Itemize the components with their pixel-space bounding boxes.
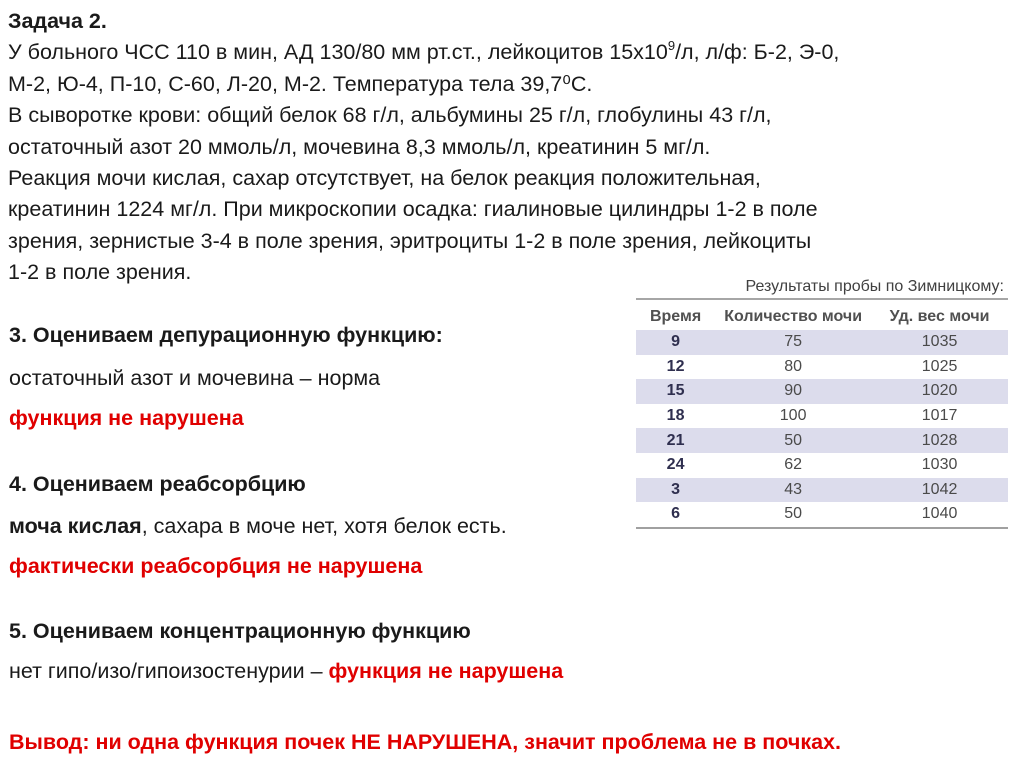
- cell-time: 18: [636, 404, 715, 429]
- section-3-heading: 3. Оцениваем депурационную функцию:: [9, 323, 443, 347]
- problem-line-7: зрения, зернистые 3-4 в поле зрения, эритроциты 1-2 в поле зрения, лейкоциты: [8, 228, 812, 253]
- cell-gravity: 1030: [871, 453, 1008, 478]
- table-row: [636, 404, 1008, 429]
- table-row: [636, 330, 1008, 355]
- problem-line-1-a: У больного ЧСС 110 в мин, АД 130/80 мм рт.ст., лейкоцитов 15х10: [8, 40, 668, 65]
- section-5-text: [9, 659, 563, 684]
- table-row: [636, 355, 1008, 380]
- cell-volume: 80: [715, 355, 871, 380]
- cell-gravity: 1040: [871, 502, 1008, 528]
- table-row: [636, 379, 1008, 404]
- section-3-text: остаточный азот и мочевина – норма: [9, 366, 381, 390]
- section-4-text-rest: , сахара в моче нет, хотя белок есть.: [141, 514, 507, 538]
- cell-volume: 50: [715, 502, 871, 528]
- problem-title: Задача 2.: [8, 9, 107, 33]
- cell-volume: 75: [715, 330, 871, 355]
- problem-line-1: [8, 37, 1008, 68]
- table-header-row: [636, 303, 1008, 330]
- header-volume: Количество мочи: [715, 303, 871, 330]
- conclusion: Вывод: ни одна функция почек НЕ НАРУШЕНА, значит проблема не в почках.: [9, 730, 841, 754]
- section-4-heading: 4. Оцениваем реабсорбцию: [9, 472, 306, 496]
- table-caption: Результаты пробы по Зимницкому:: [745, 278, 1004, 295]
- cell-time: 6: [636, 502, 715, 528]
- cell-volume: 100: [715, 404, 871, 429]
- problem-line-8: 1-2 в поле зрения.: [8, 260, 192, 285]
- header-time: Время: [636, 303, 715, 330]
- section-4-text-bold: моча кислая: [9, 514, 142, 538]
- section-4-text: [9, 514, 507, 539]
- cell-time: 9: [636, 330, 715, 355]
- cell-volume: 50: [715, 428, 871, 453]
- zimnitsky-table: [636, 303, 1008, 529]
- problem-line-5: Реакция мочи кислая, сахар отсутствует, на белок реакция положительная,: [8, 166, 761, 191]
- header-specific-gravity: Уд. вес мочи: [871, 303, 1008, 330]
- cell-volume: 62: [715, 453, 871, 478]
- cell-volume: 90: [715, 379, 871, 404]
- cell-gravity: 1035: [871, 330, 1008, 355]
- cell-gravity: 1028: [871, 428, 1008, 453]
- section-5-result: функция не нарушена: [328, 659, 564, 683]
- table-row: [636, 428, 1008, 453]
- problem-line-6: креатинин 1224 мг/л. При микроскопии осадка: гиалиновые цилиндры 1-2 в поле: [8, 197, 818, 222]
- cell-time: 21: [636, 428, 715, 453]
- cell-gravity: 1025: [871, 355, 1008, 380]
- cell-time: 12: [636, 355, 715, 380]
- cell-time: 15: [636, 379, 715, 404]
- cell-gravity: 1020: [871, 379, 1008, 404]
- problem-line-1-b: /л, л/ф: Б-2, Э-0,: [675, 40, 840, 65]
- cell-time: 3: [636, 478, 715, 503]
- cell-time: 24: [636, 453, 715, 478]
- table-row: [636, 453, 1008, 478]
- cell-gravity: 1017: [871, 404, 1008, 429]
- table-row: [636, 502, 1008, 528]
- problem-line-4: остаточный азот 20 ммоль/л, мочевина 8,3 ммоль/л, креатинин 5 мг/л.: [8, 134, 711, 159]
- table-row: [636, 478, 1008, 503]
- section-5-text-plain: нет гипо/изо/гипоизостенурии –: [9, 659, 329, 683]
- cell-gravity: 1042: [871, 478, 1008, 503]
- problem-statement: [8, 6, 1008, 289]
- caption-divider: [636, 298, 1008, 300]
- section-5-heading: 5. Оцениваем концентрационную функцию: [9, 619, 471, 643]
- problem-line-2: М-2, Ю-4, П-10, С-60, Л-20, М-2. Температура тела 39,7⁰С.: [8, 71, 593, 96]
- problem-line-1-sup: 9: [667, 38, 676, 54]
- section-4-result: фактически реабсорбция не нарушена: [9, 554, 423, 578]
- problem-line-3: В сыворотке крови: общий белок 68 г/л, альбумины 25 г/л, глобулины 43 г/л,: [8, 103, 772, 128]
- cell-volume: 43: [715, 478, 871, 503]
- zimnitsky-table-block: [632, 276, 1008, 529]
- section-3-result: функция не нарушена: [9, 406, 244, 430]
